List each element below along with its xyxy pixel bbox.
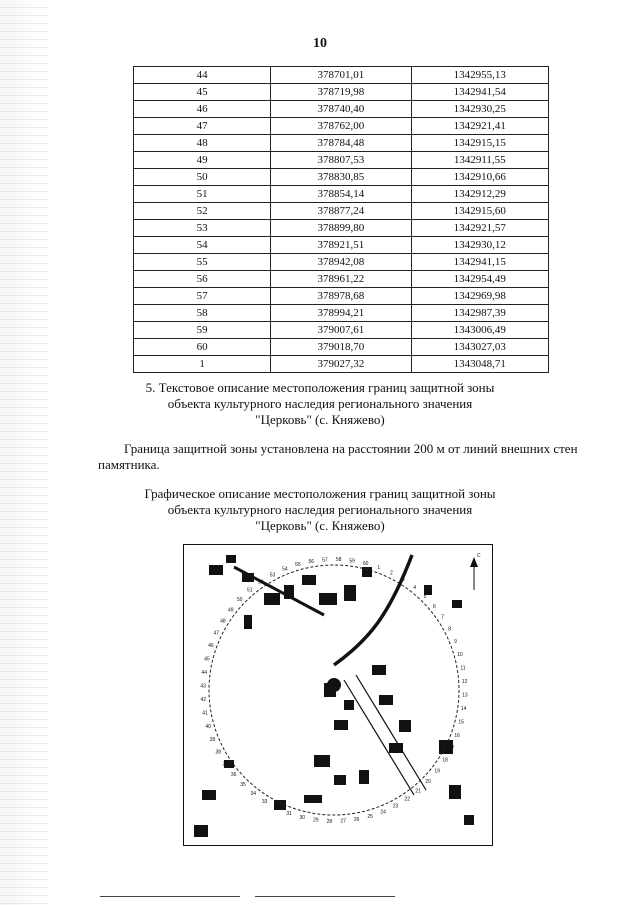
point-number-cell: 53 <box>134 220 271 237</box>
zone-point-label: 13 <box>462 692 468 699</box>
y-coordinate-cell: 1343006,49 <box>411 322 548 339</box>
x-coordinate-cell: 379027,32 <box>271 356 411 373</box>
point-number-cell: 57 <box>134 288 271 305</box>
zone-point-label: 51 <box>247 587 253 594</box>
zone-point-label: 38 <box>215 749 222 756</box>
graphic-description-heading <box>0 486 640 534</box>
point-number-cell: 55 <box>134 254 271 271</box>
zone-point-label: 57 <box>322 557 328 564</box>
zone-point-label: 17 <box>448 745 455 752</box>
x-coordinate-cell: 378807,53 <box>271 152 411 169</box>
y-coordinate-cell: 1342911,55 <box>411 152 548 169</box>
point-number-cell: 58 <box>134 305 271 322</box>
zone-point-label: 26 <box>353 817 360 823</box>
point-number-cell: 52 <box>134 203 271 220</box>
x-coordinate-cell: 379018,70 <box>271 339 411 356</box>
x-coordinate-cell: 378961,22 <box>271 271 411 288</box>
table-row <box>134 356 549 373</box>
graphic-heading-line1: Графическое описание местоположения границ защитной зоны <box>144 486 496 501</box>
zone-point-label: 35 <box>240 782 246 789</box>
point-number-cell: 46 <box>134 101 271 118</box>
table-row <box>134 288 549 305</box>
zone-point-label: 47 <box>213 630 220 637</box>
point-number-cell: 45 <box>134 84 271 101</box>
zone-point-label: 29 <box>313 817 319 824</box>
zone-point-label: 58 <box>335 557 342 564</box>
x-coordinate-cell: 378994,21 <box>271 305 411 322</box>
zone-point-label: 16 <box>454 732 460 739</box>
point-number-cell: 44 <box>134 67 271 84</box>
buildings <box>194 555 474 837</box>
map-canvas <box>184 545 492 845</box>
table-row <box>134 84 549 101</box>
zone-point-label: 48 <box>220 618 226 625</box>
table-row <box>134 135 549 152</box>
zone-point-label: 7 <box>441 614 444 621</box>
y-coordinate-cell: 1342915,60 <box>411 203 548 220</box>
x-coordinate-cell: 378784,48 <box>271 135 411 152</box>
table-row <box>134 169 549 186</box>
north-arrow-icon <box>470 553 481 590</box>
boundary-text-line1: Граница защитной зоны установлена на расстоянии 200 м от линий внешних стен <box>124 441 578 456</box>
y-coordinate-cell: 1342921,41 <box>411 118 548 135</box>
table-row <box>134 339 549 356</box>
zone-point-label: 9 <box>454 638 457 645</box>
table-row <box>134 186 549 203</box>
table-row <box>134 203 549 220</box>
zone-point-label: 60 <box>362 560 369 567</box>
zone-point-label: 59 <box>349 558 355 565</box>
table-row <box>134 305 549 322</box>
zone-point-label: 5 <box>423 593 427 600</box>
graphic-heading-line3: "Церковь" (с. Княжево) <box>255 518 385 533</box>
point-number-cell: 48 <box>134 135 271 152</box>
x-coordinate-cell: 378701,01 <box>271 67 411 84</box>
zone-point-label: 6 <box>433 603 436 610</box>
zone-point-label: 20 <box>425 779 431 785</box>
zone-point-label: 52 <box>257 579 264 586</box>
zone-point-label: 21 <box>415 788 421 795</box>
x-coordinate-cell: 378899,80 <box>271 220 411 237</box>
zone-point-label: 4 <box>413 584 417 591</box>
y-coordinate-cell: 1342941,54 <box>411 84 548 101</box>
protection-zone-map <box>183 544 493 846</box>
zone-point-label: 19 <box>434 768 440 775</box>
point-number-cell: 59 <box>134 322 271 339</box>
zone-point-label: 45 <box>204 656 210 663</box>
y-coordinate-cell: 1342910,66 <box>411 169 548 186</box>
road-main <box>334 555 412 665</box>
graphic-heading-line2: объекта культурного наследия регионального значения <box>167 502 473 517</box>
zone-point-label: 31 <box>286 811 292 818</box>
zone-point-label: 42 <box>200 697 207 704</box>
table-row <box>134 220 549 237</box>
x-coordinate-cell: 378877,24 <box>271 203 411 220</box>
zone-point-label: 27 <box>340 818 346 825</box>
zone-point-label: 18 <box>442 757 448 764</box>
zone-point-label: 46 <box>208 643 214 650</box>
y-coordinate-cell: 1342941,15 <box>411 254 548 271</box>
y-coordinate-cell: 1342915,15 <box>411 135 548 152</box>
zone-point-label: 14 <box>460 706 467 713</box>
zone-point-label: 11 <box>460 665 466 672</box>
boundary-text-line2: памятника. <box>98 457 160 472</box>
section-5-heading <box>0 380 640 428</box>
table-row <box>134 152 549 169</box>
footer-rule-left <box>100 896 240 897</box>
point-number-cell: 50 <box>134 169 271 186</box>
section-5-heading-line3: "Церковь" (с. Княжево) <box>255 412 385 427</box>
y-coordinate-cell: 1342930,12 <box>411 237 548 254</box>
y-coordinate-cell: 1342954,49 <box>411 271 548 288</box>
zone-point-label: 33 <box>261 799 268 806</box>
zone-point-label: 41 <box>202 710 208 717</box>
scan-edge-artifact <box>0 0 48 905</box>
zone-point-label: 8 <box>448 626 452 633</box>
zone-point-label: 28 <box>326 818 333 825</box>
zone-point-label: 10 <box>457 651 463 658</box>
y-coordinate-cell: 1342921,57 <box>411 220 548 237</box>
y-coordinate-cell: 1342930,25 <box>411 101 548 118</box>
zone-point-label: 22 <box>404 796 411 803</box>
zone-point-label: 25 <box>367 813 373 820</box>
zone-point-label: 1 <box>377 564 381 571</box>
table-row <box>134 118 549 135</box>
x-coordinate-cell: 378942,08 <box>271 254 411 271</box>
point-number-cell: 54 <box>134 237 271 254</box>
x-coordinate-cell: 378921,51 <box>271 237 411 254</box>
table-row <box>134 271 549 288</box>
zone-point-label: 55 <box>295 562 301 569</box>
zone-point-label: 36 <box>230 772 237 779</box>
zone-point-label: 39 <box>209 737 216 744</box>
zone-point-label: 12 <box>461 678 468 685</box>
point-number-cell: 1 <box>134 356 271 373</box>
point-number-cell: 60 <box>134 339 271 356</box>
zone-point-label: 53 <box>269 572 276 579</box>
table-row <box>134 237 549 254</box>
y-coordinate-cell: 1343027,03 <box>411 339 548 356</box>
north-label: С <box>477 553 481 559</box>
zone-point-label: 23 <box>392 803 399 810</box>
table-row <box>134 254 549 271</box>
point-number-cell: 47 <box>134 118 271 135</box>
footer-rule-right <box>255 896 395 897</box>
section-5-heading-line2: объекта культурного наследия регионального значения <box>167 396 473 411</box>
zone-point-label: 32 <box>273 805 280 812</box>
x-coordinate-cell: 378719,98 <box>271 84 411 101</box>
x-coordinate-cell: 378740,40 <box>271 101 411 118</box>
table-row <box>134 322 549 339</box>
y-coordinate-cell: 1342955,13 <box>411 67 548 84</box>
point-number-cell: 49 <box>134 152 271 169</box>
zone-point-label: 30 <box>299 815 306 822</box>
point-number-cell: 51 <box>134 186 271 203</box>
section-5-heading-line1: 5. Текстовое описание местоположения границ защитной зоны <box>145 380 495 395</box>
x-coordinate-cell: 378830,85 <box>271 169 411 186</box>
zone-point-label: 49 <box>228 607 234 614</box>
zone-point-label: 50 <box>237 597 243 603</box>
x-coordinate-cell: 378854,14 <box>271 186 411 203</box>
zone-point-label: 15 <box>458 719 464 726</box>
table-row <box>134 67 549 84</box>
zone-point-label: 24 <box>380 809 386 816</box>
zone-point-label: 40 <box>205 724 211 731</box>
y-coordinate-cell: 1342912,29 <box>411 186 548 203</box>
zone-point-label: 34 <box>250 791 257 798</box>
y-coordinate-cell: 1342969,98 <box>411 288 548 305</box>
y-coordinate-cell: 1342987,39 <box>411 305 548 322</box>
coordinates-table <box>133 66 549 373</box>
zone-point-label: 43 <box>200 683 206 690</box>
x-coordinate-cell: 378978,68 <box>271 288 411 305</box>
page-number: 10 <box>313 36 327 51</box>
table-row <box>134 101 549 118</box>
zone-point-label: 37 <box>222 761 229 768</box>
point-number-cell: 56 <box>134 271 271 288</box>
zone-point-label: 44 <box>201 669 208 676</box>
zone-point-label: 54 <box>282 566 288 573</box>
zone-point-label: 3 <box>402 576 405 583</box>
zone-point-label: 56 <box>308 559 315 565</box>
zone-point-label: 2 <box>390 570 393 577</box>
y-coordinate-cell: 1343048,71 <box>411 356 548 373</box>
church-marker <box>327 678 341 692</box>
x-coordinate-cell: 379007,61 <box>271 322 411 339</box>
x-coordinate-cell: 378762,00 <box>271 118 411 135</box>
